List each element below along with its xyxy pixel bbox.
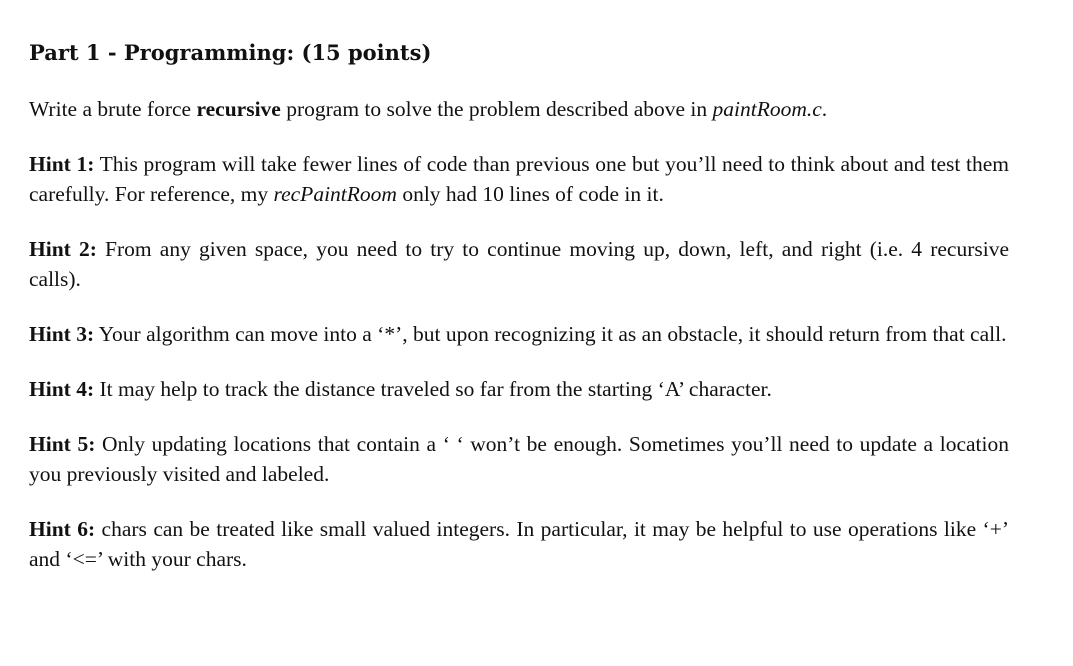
document-page: [29, 38, 1009, 599]
section-title: Part 1 - Programming: (15 points): [29, 40, 432, 65]
hint-2-label: Hint 2:: [29, 237, 97, 261]
hint-5-label: Hint 5:: [29, 432, 96, 456]
hint-2-text: From any given space, you need to try to continue moving up, down, left, and right (i.e. 4 recursive calls).: [29, 237, 1009, 291]
hint-1-function-name: recPaintRoom: [273, 182, 397, 206]
hint-1-label: Hint 1:: [29, 152, 95, 176]
hint-4-paragraph: [29, 374, 1009, 404]
intro-paragraph: [29, 94, 1009, 124]
hint-1-text-post: only had 10 lines of code in it.: [396, 182, 664, 206]
intro-filename: paintRoom.c: [712, 97, 822, 121]
hint-6-paragraph: [29, 514, 1009, 574]
hint-5-paragraph: [29, 429, 1009, 489]
hint-3-paragraph: [29, 319, 1009, 349]
hint-6-text: chars can be treated like small valued integers. In particular, it may be helpful to use operations like ‘+’ and ‘<=’ with your chars.: [29, 517, 1009, 571]
hint-4-text: It may help to track the distance traveled so far from the starting ‘A’ character.: [94, 377, 772, 401]
hint-2-paragraph: [29, 234, 1009, 294]
intro-emphasis: recursive: [196, 97, 281, 121]
hint-6-label: Hint 6:: [29, 517, 96, 541]
hint-1-text-pre: This program will take fewer lines of code than previous one but you’ll need to think about and test them carefully. For reference, my: [29, 152, 1009, 206]
intro-text-mid: program to solve the problem described above in: [280, 97, 713, 121]
hint-3-label: Hint 3:: [29, 322, 95, 346]
hint-4-label: Hint 4:: [29, 377, 95, 401]
intro-text-post: .: [821, 97, 828, 121]
hint-5-text: Only updating locations that contain a ‘ ‘ won’t be enough. Sometimes you’ll need to update a location you previously visited and labeled.: [29, 432, 1009, 486]
hint-3-text: Your algorithm can move into a ‘*’, but upon recognizing it as an obstacle, it should return from that call.: [94, 322, 1007, 346]
intro-text-pre: Write a brute force: [29, 97, 197, 121]
hint-1-paragraph: [29, 149, 1009, 209]
